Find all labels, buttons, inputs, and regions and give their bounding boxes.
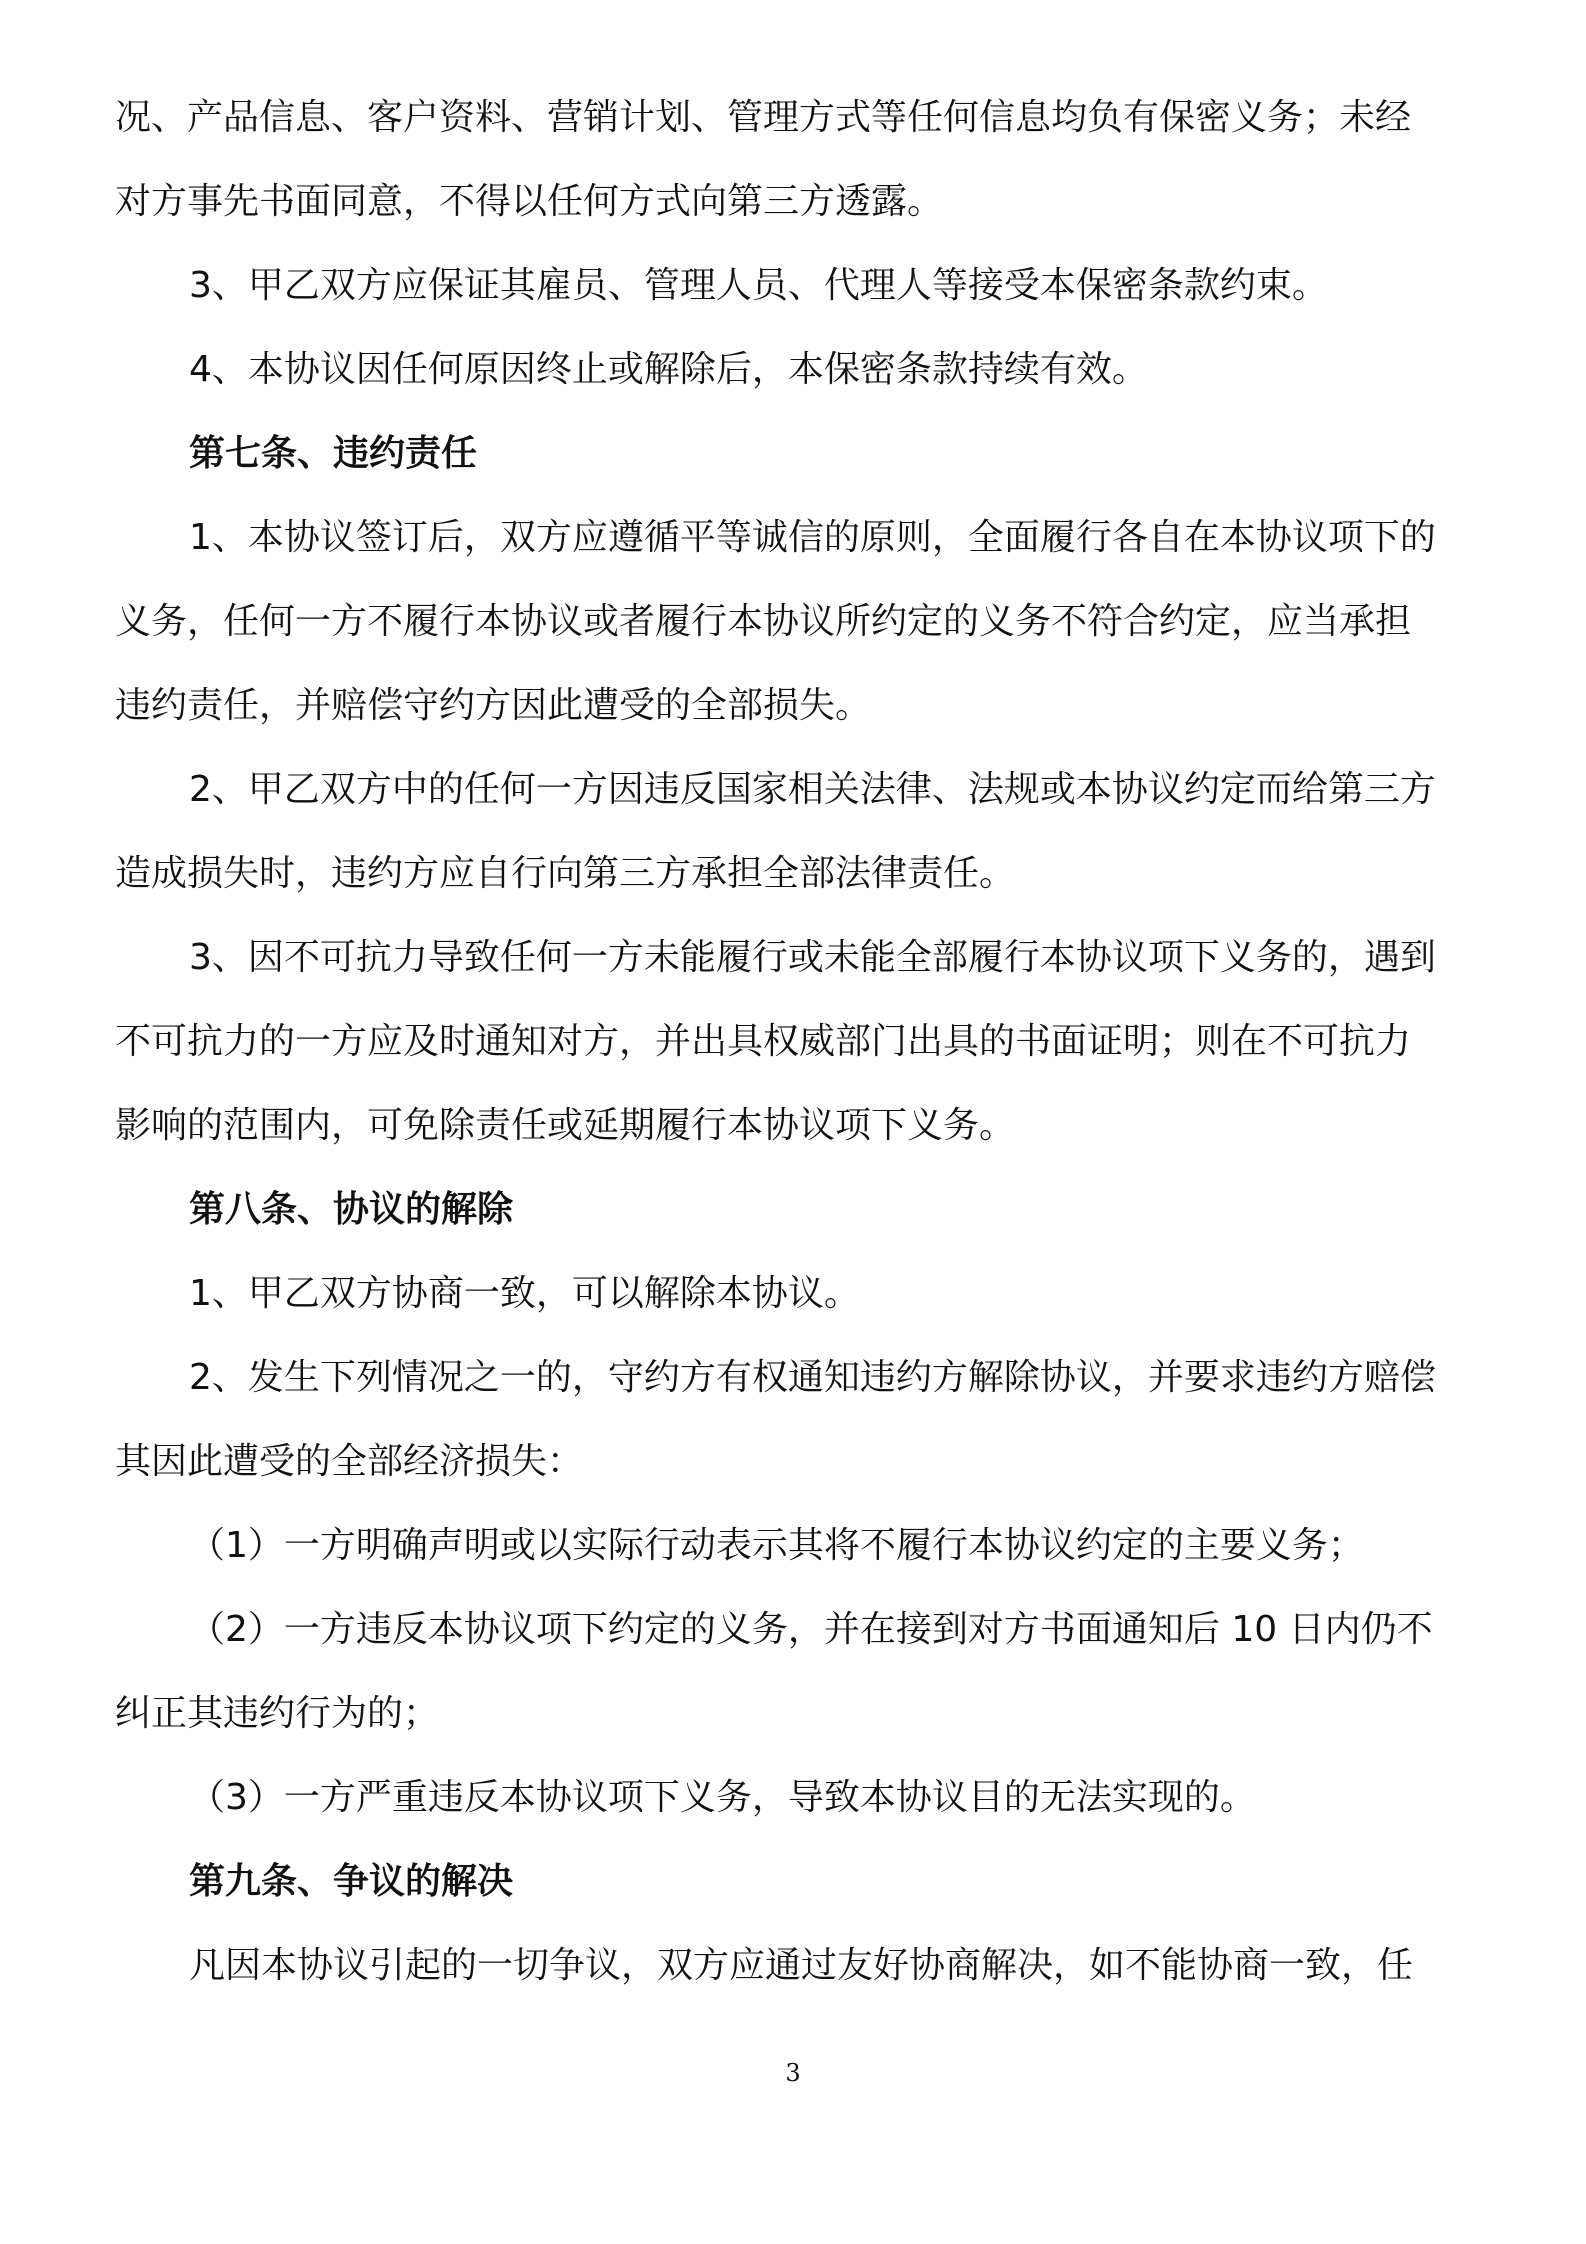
page-number: 3 (785, 2059, 801, 2087)
text-line: 2、发生下列情况之一的，守约方有权通知违约方解除协议，并要求违约方赔偿 (189, 1357, 1436, 1398)
section-heading: 第八条、协议的解除 (189, 1189, 514, 1230)
text-line: 义务，任何一方不履行本协议或者履行本协议所约定的义务不符合约定，应当承担 (115, 601, 1412, 642)
text-line: 4、本协议因任何原因终止或解除后，本保密条款持续有效。 (189, 349, 1148, 390)
text-line: 凡因本协议引起的一切争议，双方应通过友好协商解决，如不能协商一致，任 (189, 1945, 1414, 1986)
text-line: （2）一方违反本协议项下约定的义务，并在接到对方书面通知后 10 日内仍不 (189, 1609, 1433, 1650)
section-heading: 第九条、争议的解决 (189, 1861, 514, 1902)
text-line: （3）一方严重违反本协议项下义务，导致本协议目的无法实现的。 (189, 1777, 1256, 1818)
text-line: 3、因不可抗力导致任何一方未能履行或未能全部履行本协议项下义务的，遇到 (189, 937, 1436, 978)
text-line: 1、本协议签订后，双方应遵循平等诚信的原则，全面履行各自在本协议项下的 (189, 517, 1436, 558)
text-line: （1）一方明确声明或以实际行动表示其将不履行本协议约定的主要义务； (189, 1525, 1364, 1566)
text-line: 违约责任，并赔偿守约方因此遭受的全部损失。 (115, 685, 872, 726)
text-line: 1、甲乙双方协商一致，可以解除本协议。 (189, 1273, 860, 1314)
text-line: 纠正其违约行为的； (115, 1693, 440, 1734)
section-heading: 第七条、违约责任 (189, 433, 478, 474)
text-line: 对方事先书面同意，不得以任何方式向第三方透露。 (115, 181, 944, 222)
text-line: 影响的范围内，可免除责任或延期履行本协议项下义务。 (115, 1105, 1016, 1146)
text-line: 其因此遭受的全部经济损失： (115, 1441, 584, 1482)
text-line: 不可抗力的一方应及时通知对方，并出具权威部门出具的书面证明；则在不可抗力 (115, 1021, 1412, 1062)
text-line: 2、甲乙双方中的任何一方因违反国家相关法律、法规或本协议约定而给第三方 (189, 769, 1436, 810)
text-line: 况、产品信息、客户资料、营销计划、管理方式等任何信息均负有保密义务；未经 (115, 97, 1412, 138)
text-line: 3、甲乙双方应保证其雇员、管理人员、代理人等接受本保密条款约束。 (189, 265, 1328, 306)
text-line: 造成损失时，违约方应自行向第三方承担全部法律责任。 (115, 853, 1016, 894)
